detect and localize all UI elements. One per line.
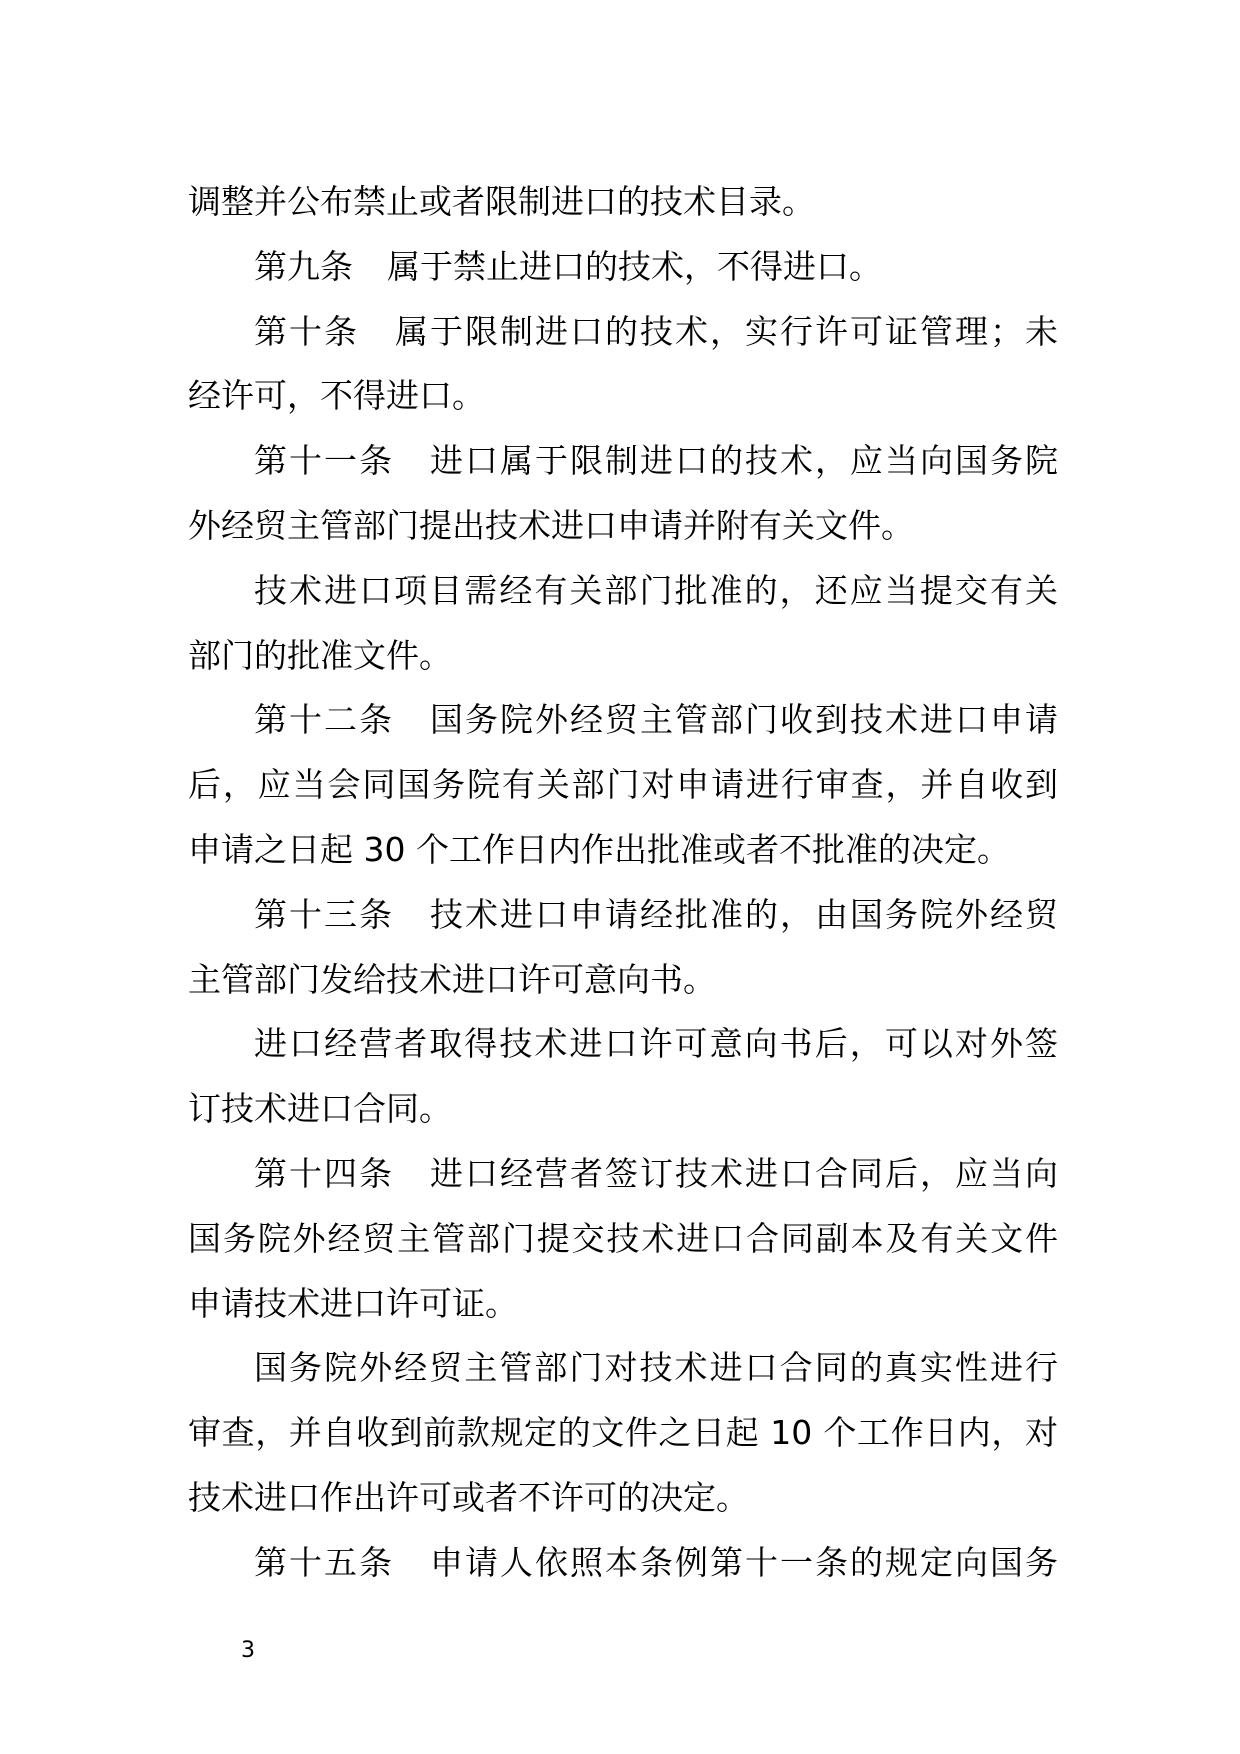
article-text: 进口属于限制进口的技术，应当向国务院	[428, 441, 1058, 481]
article-heading: 第十条	[254, 311, 359, 351]
line-text: 进口经营者取得技术进口许可意向书后，可以对外签	[254, 1024, 1058, 1064]
article-line	[188, 1142, 1058, 1207]
document-body	[188, 170, 1058, 1596]
line-text: 技术进口作出许可或者不许可的决定。	[188, 1477, 749, 1517]
line-text: 部门的批准文件。	[188, 635, 452, 675]
text-line	[188, 494, 1058, 559]
article-heading: 第十二条	[254, 700, 394, 740]
line-text: 后，应当会同国务院有关部门对申请进行审查，并自收到	[188, 765, 1058, 805]
text-line	[188, 818, 1058, 883]
text-line	[188, 1401, 1058, 1466]
article-text: 国务院外经贸主管部门收到技术进口申请	[428, 700, 1058, 740]
line-text: 申请技术进口许可证。	[188, 1283, 518, 1323]
article-text: 属于限制进口的技术，实行许可证管理；未	[393, 311, 1058, 351]
text-line	[188, 753, 1058, 818]
page-number: 3	[241, 1638, 255, 1663]
text-line	[188, 1272, 1058, 1337]
article-text: 进口经营者签订技术进口合同后，应当向	[428, 1153, 1058, 1193]
text-line	[188, 1207, 1058, 1272]
text-line	[188, 624, 1058, 689]
article-heading: 第十一条	[254, 441, 394, 481]
article-line	[188, 1531, 1058, 1596]
line-text: 调整并公布禁止或者限制进口的技术目录。	[188, 182, 815, 221]
article-text: 技术进口申请经批准的，由国务院外经贸	[428, 894, 1058, 934]
line-text: 国务院外经贸主管部门提交技术进口合同副本及有关文件	[188, 1218, 1058, 1258]
line-text: 技术进口项目需经有关部门批准的，还应当提交有关	[254, 570, 1058, 610]
text-line	[188, 170, 1058, 235]
text-line	[188, 1077, 1058, 1142]
line-text: 主管部门发给技术进口许可意向书。	[188, 959, 716, 999]
article-line	[188, 688, 1058, 753]
text-line	[188, 948, 1058, 1013]
article-text: 属于禁止进口的技术，不得进口。	[387, 246, 882, 286]
article-line	[188, 300, 1058, 365]
line-text: 申请之日起 30 个工作日内作出批准或者不批准的决定。	[188, 829, 1010, 869]
article-line	[188, 429, 1058, 494]
line-text: 审查，并自收到前款规定的文件之日起 10 个工作日内，对	[188, 1413, 1058, 1453]
article-line	[188, 883, 1058, 948]
article-heading: 第十三条	[254, 894, 394, 934]
article-heading: 第十四条	[254, 1153, 394, 1193]
text-line	[188, 1466, 1058, 1531]
text-line	[188, 364, 1058, 429]
line-text: 国务院外经贸主管部门对技术进口合同的真实性进行	[254, 1348, 1058, 1388]
line-text: 外经贸主管部门提出技术进口申请并附有关文件。	[188, 505, 914, 545]
paragraph-line	[188, 559, 1058, 624]
line-text: 订技术进口合同。	[188, 1089, 452, 1129]
article-heading: 第九条	[254, 246, 353, 286]
article-line	[188, 235, 1058, 300]
article-heading: 第十五条	[254, 1542, 394, 1582]
line-text: 经许可，不得进口。	[188, 376, 485, 416]
paragraph-line	[188, 1012, 1058, 1077]
paragraph-line	[188, 1336, 1058, 1401]
article-text: 申请人依照本条例第十一条的规定向国务	[428, 1542, 1058, 1582]
